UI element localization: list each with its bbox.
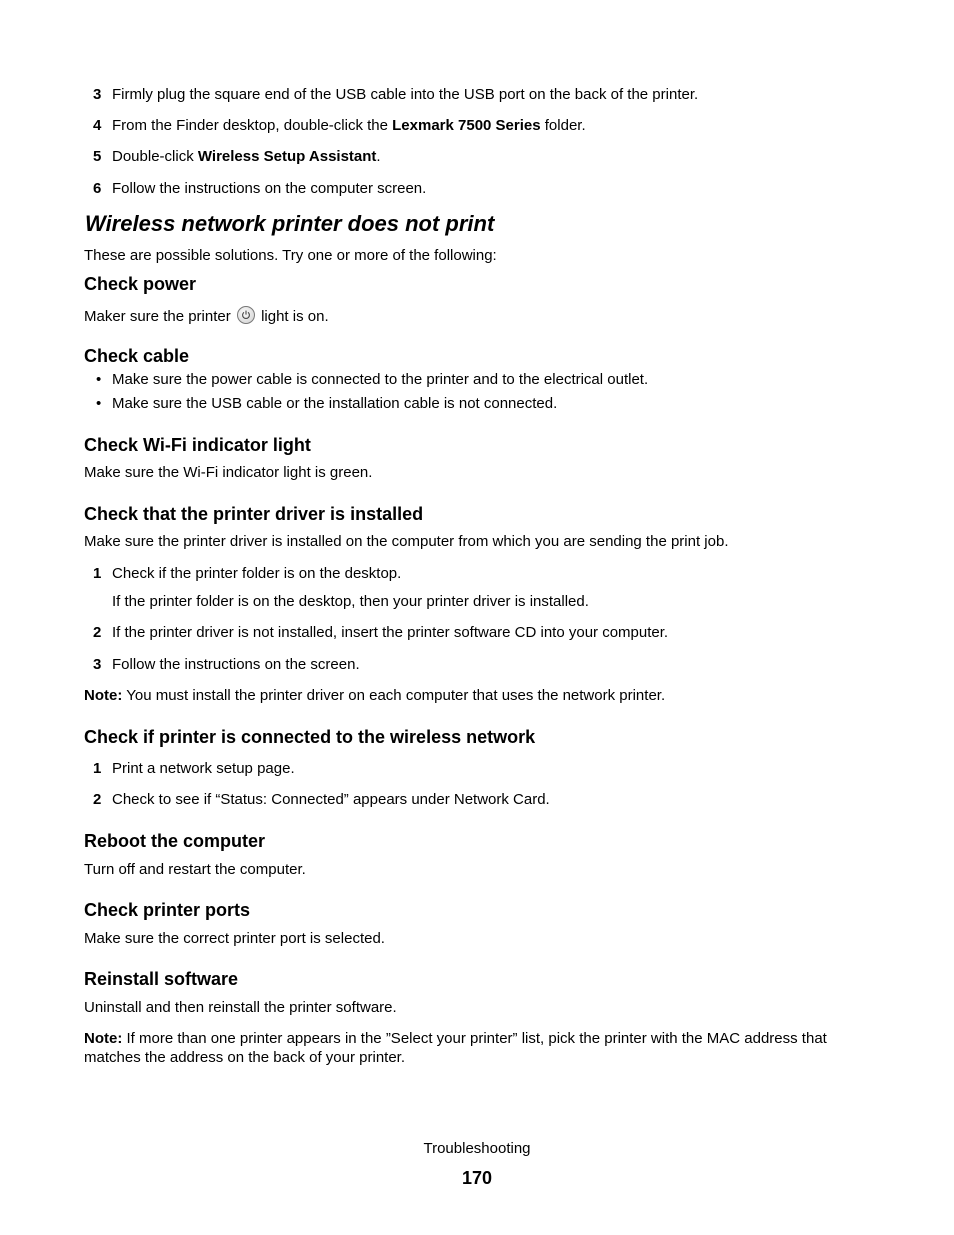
step-number: 1: [93, 760, 102, 777]
step-subtext: If the printer folder is on the desktop, then your printer driver is installed.: [112, 593, 589, 610]
app-name: Wireless Setup Assistant: [197, 148, 377, 165]
step-number: 3: [93, 656, 102, 673]
note-reinstall: Note: If more than one printer appears in the ”Select your printer” list, pick the printer with the MAC address that: [84, 1030, 827, 1047]
step-text: Follow the instructions on the computer screen.: [112, 180, 427, 197]
heading-check-connected: Check if printer is connected to the wireless network: [84, 727, 536, 747]
check-wifi-text: Make sure the Wi-Fi indicator light is green.: [84, 464, 373, 481]
step-number: 2: [93, 624, 102, 641]
bullet-marker: •: [96, 395, 102, 412]
heading-check-cable: Check cable: [84, 346, 190, 366]
step-number: 1: [93, 565, 102, 582]
footer-section-label: Troubleshooting: [423, 1140, 531, 1157]
note-label: Note:: [84, 687, 123, 704]
step-text: Follow the instructions on the screen.: [112, 656, 360, 673]
heading-check-driver: Check that the printer driver is installed: [84, 504, 424, 524]
power-icon: [237, 306, 255, 324]
ports-text: Make sure the correct printer port is selected.: [84, 930, 385, 947]
note-driver: Note: You must install the printer driver on each computer that uses the network printer.: [84, 687, 666, 704]
section-title: Wireless network printer does not print: [85, 211, 495, 236]
step-text: Double-click Wireless Setup Assistant.: [112, 148, 381, 165]
step-text: Check if the printer folder is on the desktop.: [112, 565, 402, 582]
step-text: Firmly plug the square end of the USB cable into the USB port on the back of the printer.: [112, 86, 699, 103]
heading-reinstall: Reinstall software: [84, 969, 239, 989]
folder-name: Lexmark 7500 Series: [392, 117, 541, 134]
check-power-text: Maker sure the printer light is on.: [84, 308, 329, 325]
step-number: 5: [93, 148, 102, 165]
heading-ports: Check printer ports: [84, 900, 251, 920]
reboot-text: Turn off and restart the computer.: [84, 861, 306, 878]
intro-text: These are possible solutions. Try one or more of the following:: [84, 247, 497, 264]
reinstall-text: Uninstall and then reinstall the printer software.: [84, 999, 397, 1016]
bullet-text: Make sure the power cable is connected to the printer and to the electrical outlet.: [112, 371, 649, 388]
heading-check-power: Check power: [84, 274, 197, 294]
check-driver-text: Make sure the printer driver is installed on the computer from which you are sending the print job.: [84, 533, 729, 550]
step-text: If the printer driver is not installed, insert the printer software CD into your computer.: [112, 624, 669, 641]
step-text: From the Finder desktop, double-click the Lexmark 7500 Series folder.: [112, 117, 586, 134]
step-text: Check to see if “Status: Connected” appears under Network Card.: [112, 791, 550, 808]
step-number: 6: [93, 180, 102, 197]
note-label: Note:: [84, 1030, 123, 1047]
page-number: 170: [461, 1168, 493, 1188]
step-number: 3: [93, 86, 102, 103]
note-reinstall-cont: matches the address on the back of your printer.: [84, 1049, 406, 1066]
bullet-text: Make sure the USB cable or the installation cable is not connected.: [112, 395, 558, 412]
step-text: Print a network setup page.: [112, 760, 295, 777]
step-number: 2: [93, 791, 102, 808]
step-number: 4: [93, 117, 102, 134]
heading-reboot: Reboot the computer: [84, 831, 266, 851]
bullet-marker: •: [96, 371, 102, 388]
heading-check-wifi: Check Wi-Fi indicator light: [84, 435, 311, 455]
